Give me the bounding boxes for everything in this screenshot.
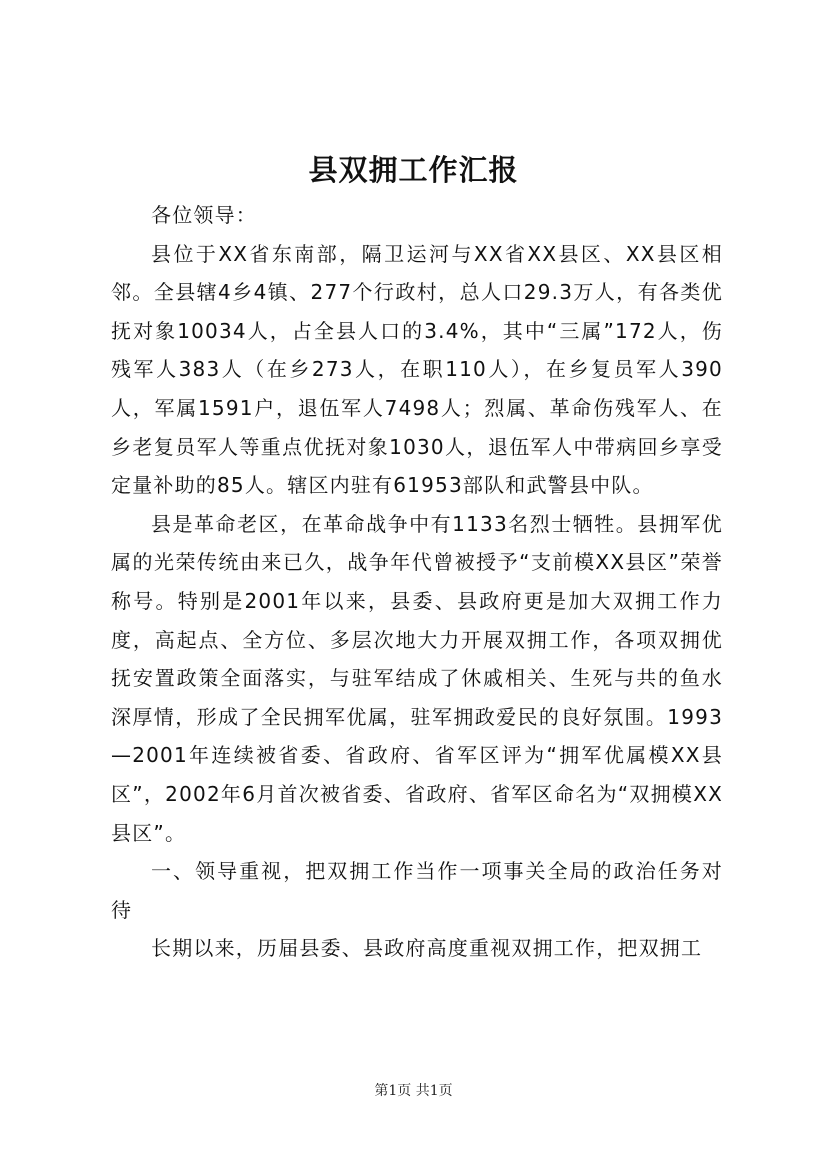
salutation: 各位领导： <box>151 203 257 227</box>
page-number-footer: 第1页 共1页 <box>374 1083 453 1099</box>
document-title: 县双拥工作汇报 <box>308 153 519 187</box>
paragraph-revolutionary-history: 县是革命老区，在革命战争中有1133名烈士牺牲。县拥军优属的光荣传统由来已久，战争年代曾被授予“支前模XX县区”荣誉称号。特别是2001年以来，县委、县政府更是加大双拥工作力度，高起点、全方位、多层次地大力开展双拥工作，各项双拥优抚安置政策全面落实，与驻军结成了休戚相关、生死与共的鱼水深厚情，形成了全民拥军优属，驻军拥政爱民的良好氛围。1993—2001年连续被省委、省政府、省军区评为“拥军优属模XX县区”，2002年6月首次被省委、省政府、省军区命名为“双拥模XX县区”。 <box>111 511 723 845</box>
section-heading-leadership: 一、领导重视，把双拥工作当作一项事关全局的政治任务对待 <box>111 859 723 922</box>
paragraph-leadership-start: 长期以来，历届县委、县政府高度重视双拥工作，把双拥工 <box>151 936 703 961</box>
paragraph-county-overview: 县位于XX省东南部，隔卫运河与XX省XX县区、XX县区相邻。全县辖4乡4镇、277个行政村，总人口29.3万人，有各类优抚对象10034人，占全县人口的3.4%，其中“三属”172人，伤残军人383人（在乡273人，在职110人），在乡复员军人390人，军属1591户，退伍军人7498人；烈属、革命伤残军人、在乡老复员军人等重点优抚对象1030人，退伍军人中带病回乡享受定量补助的85人。辖区内驻有61953部队和武警县中队。 <box>111 241 723 498</box>
document-body <box>111 196 723 968</box>
